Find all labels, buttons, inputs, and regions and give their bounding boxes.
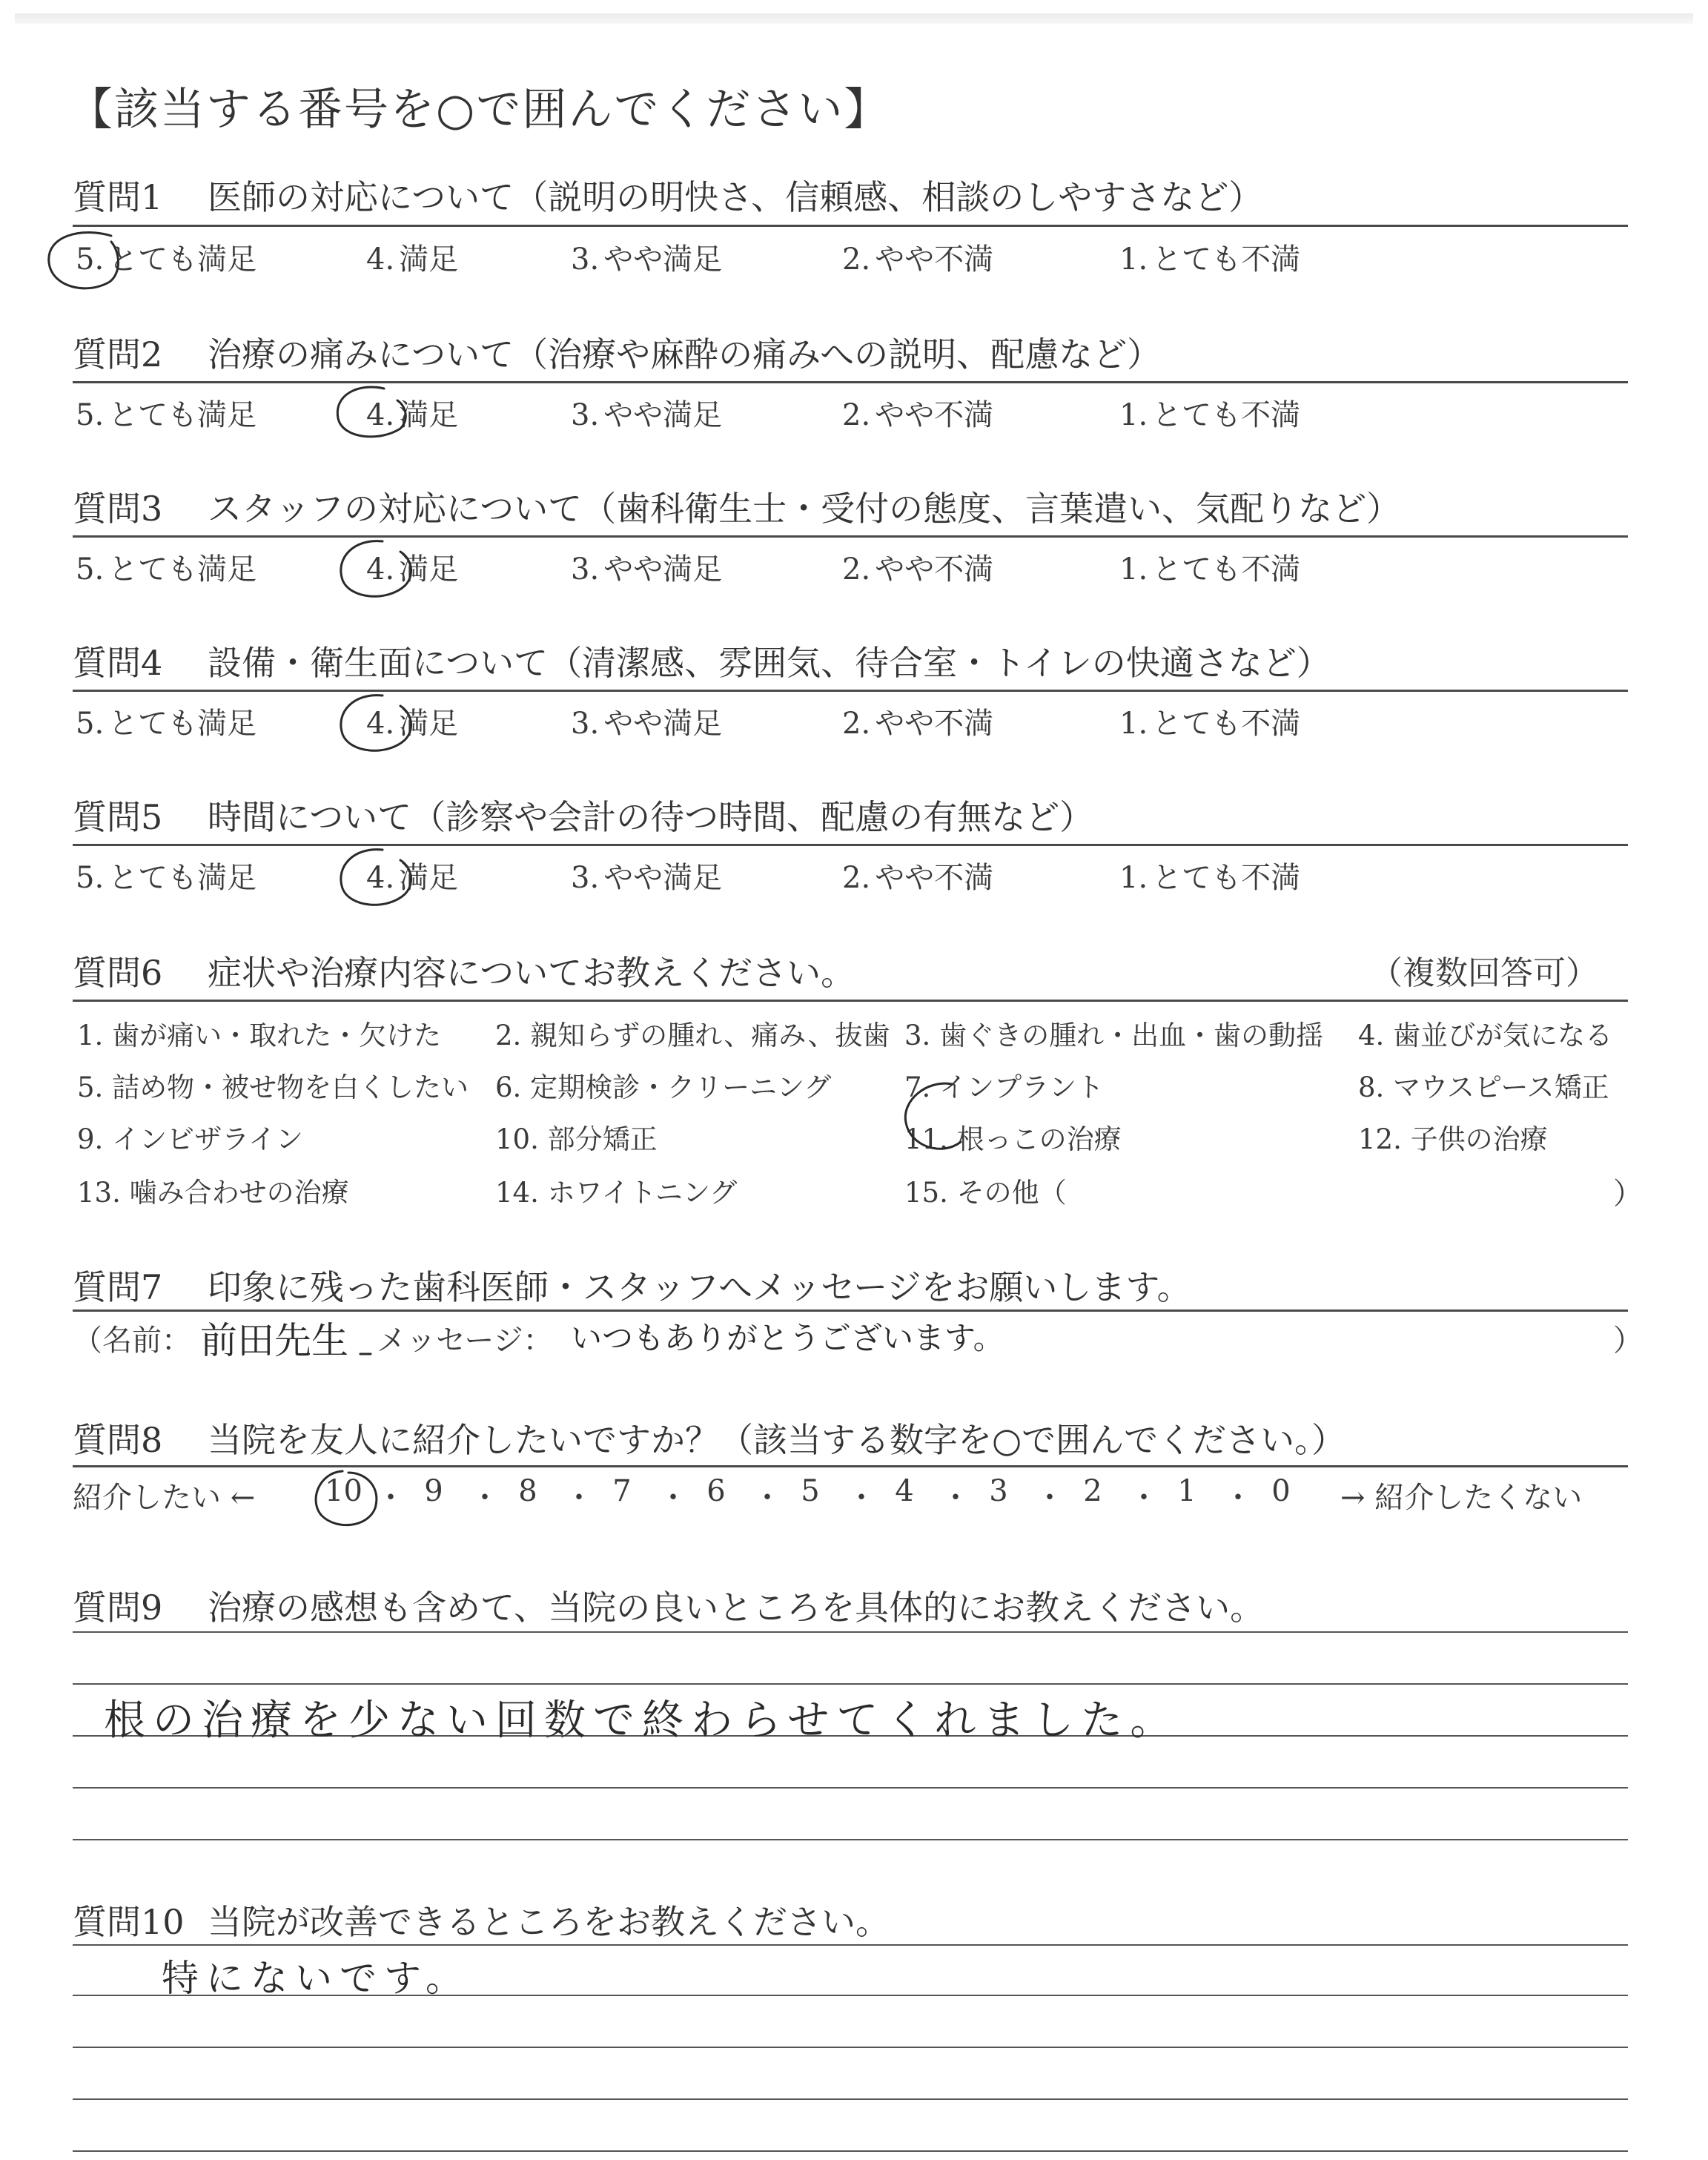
q2-option-2[interactable] xyxy=(842,392,993,434)
option-label: やや満足 xyxy=(603,707,723,741)
option-label: 満足 xyxy=(399,242,459,277)
q3-option-1[interactable] xyxy=(1119,546,1300,588)
q2-option-5[interactable] xyxy=(76,392,256,434)
q10-line-4 xyxy=(73,2098,1628,2100)
q9-answer-handwritten: 根の治療を少ない回数で終わらせてくれました。 xyxy=(104,1697,1179,1745)
q8-separator: ・ xyxy=(1129,1481,1159,1515)
q9-line-5 xyxy=(73,1839,1628,1840)
q8-scale-0[interactable]: 0 xyxy=(1271,1474,1291,1508)
q5-option-3[interactable] xyxy=(571,854,722,896)
option-label: とても不満 xyxy=(1152,861,1301,895)
option-label: やや不満 xyxy=(875,552,994,587)
q5-option-4[interactable] xyxy=(366,854,458,896)
q6-item-6[interactable]: 6. 定期検診・クリーニング xyxy=(495,1071,832,1103)
q7-heading xyxy=(73,1261,1191,1309)
q8-scale-1[interactable]: 1 xyxy=(1177,1474,1196,1508)
option-number: 3. xyxy=(571,398,600,432)
option-number: 4. xyxy=(366,398,395,432)
form-title: 【該当する番号を○で囲んでください】 xyxy=(68,84,890,136)
option-label: とても不満 xyxy=(1152,398,1301,432)
q8-separator: ・ xyxy=(752,1481,782,1515)
q4-option-3[interactable] xyxy=(571,700,722,742)
option-label: 満足 xyxy=(399,398,459,432)
option-number: 1. xyxy=(1119,398,1148,432)
q6-item-4[interactable]: 4. 歯並びが気になる xyxy=(1358,1020,1613,1051)
q10-line-5 xyxy=(73,2150,1628,2152)
q8-separator: ・ xyxy=(376,1481,406,1515)
q4-label: 質問4 xyxy=(73,643,163,683)
option-label: とても満足 xyxy=(108,707,257,741)
q7-text: 印象に残った歯科医師・スタッフへメッセージをお願いします。 xyxy=(208,1267,1191,1307)
option-number: 5. xyxy=(76,861,105,895)
q8-scale-6[interactable]: 6 xyxy=(706,1474,726,1508)
option-label: とても満足 xyxy=(108,398,257,432)
q6-item-1[interactable]: 1. 歯が痛い・取れた・欠けた xyxy=(77,1020,442,1051)
q7-message-handwritten: いつもありがとうございます。 xyxy=(571,1320,1004,1356)
q1-text: 医師の対応について（説明の明快さ、信頼感、相談のしやすさなど） xyxy=(208,177,1263,217)
q6-multiple-answers-note: （複数回答可） xyxy=(1370,954,1598,992)
q9-line-2 xyxy=(73,1683,1628,1685)
q1-option-1[interactable] xyxy=(1119,236,1300,278)
option-number: 1. xyxy=(1119,861,1148,895)
q8-right-label: → 紹介したくない xyxy=(1340,1481,1583,1515)
q8-separator: ・ xyxy=(1223,1481,1253,1515)
option-number: 4. xyxy=(366,552,395,587)
option-label: やや満足 xyxy=(603,398,723,432)
q5-label: 質問5 xyxy=(73,797,163,837)
q6-heading xyxy=(73,946,855,995)
option-label: 満足 xyxy=(399,552,459,587)
q8-scale-9[interactable]: 9 xyxy=(424,1474,443,1508)
q6-item-13[interactable]: 13. 噛み合わせの治療 xyxy=(77,1177,349,1209)
option-label: とても満足 xyxy=(108,552,257,587)
q6-item-8[interactable]: 8. マウスピース矯正 xyxy=(1358,1071,1609,1103)
q6-other-close-paren: ） xyxy=(1613,1177,1643,1211)
q8-scale-4[interactable]: 4 xyxy=(895,1474,914,1508)
q3-label: 質問3 xyxy=(73,489,163,529)
q2-text: 治療の痛みについて（治療や麻酔の痛みへの説明、配慮など） xyxy=(208,334,1162,374)
q5-rule xyxy=(73,844,1628,846)
option-label: やや満足 xyxy=(603,242,723,277)
q8-scale-10[interactable]: 10 xyxy=(325,1474,363,1508)
q8-heading xyxy=(73,1413,1345,1462)
option-label: やや不満 xyxy=(875,242,994,277)
q1-label: 質問1 xyxy=(73,177,163,217)
q8-scale-7[interactable]: 7 xyxy=(612,1474,632,1508)
q1-option-2[interactable] xyxy=(842,236,993,278)
q3-option-5[interactable] xyxy=(76,546,256,588)
q6-item-5[interactable]: 5. 詰め物・被せ物を白くしたい xyxy=(77,1071,469,1103)
q7-close-paren: ） xyxy=(1613,1324,1643,1358)
q8-separator: ・ xyxy=(941,1481,970,1515)
q5-heading xyxy=(73,790,1093,839)
option-label: 満足 xyxy=(399,707,459,741)
q8-label: 質問8 xyxy=(73,1420,163,1460)
q8-rule xyxy=(73,1465,1628,1467)
q6-item-15[interactable]: 15. その他（ xyxy=(904,1177,1067,1209)
q5-option-5[interactable] xyxy=(76,854,256,896)
option-label: とても不満 xyxy=(1152,242,1301,277)
q5-text: 時間について（診察や会計の待つ時間、配慮の有無など） xyxy=(208,797,1094,837)
option-number: 2. xyxy=(842,707,871,741)
option-label: とても満足 xyxy=(108,861,257,895)
q6-rule xyxy=(73,1000,1628,1002)
q5-option-1[interactable] xyxy=(1119,854,1300,896)
q10-line-3 xyxy=(73,2047,1628,2048)
option-number: 5. xyxy=(76,552,105,587)
q9-text: 治療の感想も含めて、当院の良いところを具体的にお教えください。 xyxy=(208,1588,1265,1628)
q8-separator: ・ xyxy=(564,1481,594,1515)
option-number: 5. xyxy=(76,398,105,432)
q10-answer-handwritten: 特にないです。 xyxy=(162,1957,470,2000)
q6-item-12[interactable]: 12. 子供の治療 xyxy=(1358,1123,1548,1155)
option-label: とても満足 xyxy=(108,242,257,277)
q8-separator: ・ xyxy=(470,1481,500,1515)
q7-name-label: （名前： xyxy=(73,1324,191,1358)
q3-option-3[interactable] xyxy=(571,546,722,588)
q4-text: 設備・衛生面について（清潔感、雰囲気、待合室・トイレの快適さなど） xyxy=(208,643,1331,683)
option-number: 2. xyxy=(842,861,871,895)
q10-heading xyxy=(73,1895,890,1944)
q9-heading xyxy=(73,1581,1264,1630)
option-number: 5. xyxy=(76,242,105,277)
q8-separator: ・ xyxy=(658,1481,688,1515)
q4-heading xyxy=(73,636,1331,685)
option-label: とても不満 xyxy=(1152,552,1301,587)
q7-message-label: メッセージ： xyxy=(377,1324,553,1358)
q3-option-2[interactable] xyxy=(842,546,993,588)
q10-line-1 xyxy=(73,1944,1628,1946)
q8-scale-8[interactable]: 8 xyxy=(518,1474,537,1508)
option-label: やや不満 xyxy=(875,707,994,741)
q6-label: 質問6 xyxy=(73,953,163,993)
q9-label: 質問9 xyxy=(73,1588,163,1628)
q10-label: 質問10 xyxy=(73,1902,185,1942)
option-number: 3. xyxy=(571,552,600,587)
option-label: 満足 xyxy=(399,861,459,895)
q8-text: 当院を友人に紹介したいですか？（該当する数字を○で囲んでください。） xyxy=(208,1420,1346,1460)
q6-item-2[interactable]: 2. 親知らずの腫れ、痛み、抜歯 xyxy=(495,1020,890,1051)
q3-text: スタッフの対応について（歯科衛生士・受付の態度、言葉遣い、気配りなど） xyxy=(208,489,1401,529)
q9-line-1 xyxy=(73,1631,1628,1633)
q6-item-3[interactable]: 3. 歯ぐきの腫れ・出血・歯の動揺 xyxy=(904,1020,1324,1051)
q1-option-4[interactable] xyxy=(366,236,458,278)
q9-line-4 xyxy=(73,1787,1628,1789)
option-number: 1. xyxy=(1119,242,1148,277)
q4-option-5[interactable] xyxy=(76,700,256,742)
q1-option-3[interactable] xyxy=(571,236,722,278)
option-label: やや満足 xyxy=(603,861,723,895)
q1-option-5[interactable] xyxy=(76,236,256,278)
option-label: とても不満 xyxy=(1152,707,1301,741)
q7-name-handwritten: 前田先生 xyxy=(200,1319,348,1362)
q5-option-2[interactable] xyxy=(842,854,993,896)
option-number: 1. xyxy=(1119,707,1148,741)
q6-text: 症状や治療内容についてお教えください。 xyxy=(208,953,855,993)
option-number: 2. xyxy=(842,552,871,587)
q1-heading xyxy=(73,171,1262,219)
q6-item-9[interactable]: 9. インビザライン xyxy=(77,1123,303,1155)
q6-item-14[interactable]: 14. ホワイトニング xyxy=(495,1177,738,1209)
q7-label: 質問7 xyxy=(73,1267,163,1307)
q1-rule xyxy=(73,225,1628,227)
option-number: 5. xyxy=(76,707,105,741)
q8-separator: ・ xyxy=(847,1481,876,1515)
option-number: 3. xyxy=(571,242,600,277)
q2-option-3[interactable] xyxy=(571,392,722,434)
q8-separator: ・ xyxy=(1035,1481,1065,1515)
q8-scale-5[interactable]: 5 xyxy=(801,1474,820,1508)
q2-option-4[interactable] xyxy=(366,392,458,434)
option-number: 4. xyxy=(366,707,395,741)
q2-heading xyxy=(73,328,1161,377)
q8-left-label: 紹介したい ← xyxy=(73,1481,256,1515)
option-number: 3. xyxy=(571,707,600,741)
q6-item-11[interactable]: 11. 根っこの治療 xyxy=(904,1123,1122,1155)
option-number: 3. xyxy=(571,861,600,895)
option-number: 1. xyxy=(1119,552,1148,587)
q2-option-1[interactable] xyxy=(1119,392,1300,434)
q6-item-10[interactable]: 10. 部分矯正 xyxy=(495,1123,658,1155)
q8-scale-2[interactable]: 2 xyxy=(1083,1474,1102,1508)
option-number: 4. xyxy=(366,861,395,895)
option-label: やや満足 xyxy=(603,552,723,587)
option-number: 2. xyxy=(842,398,871,432)
q3-heading xyxy=(73,482,1400,531)
q2-rule xyxy=(73,381,1628,383)
q3-option-4[interactable] xyxy=(366,546,458,588)
option-number: 4. xyxy=(366,242,395,277)
option-label: やや不満 xyxy=(875,861,994,895)
q8-scale-3[interactable]: 3 xyxy=(989,1474,1008,1508)
q4-option-2[interactable] xyxy=(842,700,993,742)
q3-rule xyxy=(73,535,1628,538)
q4-rule xyxy=(73,690,1628,692)
q6-item-7[interactable]: 7. インプラント xyxy=(904,1071,1105,1103)
scan-edge xyxy=(15,13,1693,24)
option-label: やや不満 xyxy=(875,398,994,432)
option-number: 2. xyxy=(842,242,871,277)
q2-label: 質問2 xyxy=(73,334,163,374)
q4-option-1[interactable] xyxy=(1119,700,1300,742)
q4-option-4[interactable] xyxy=(366,700,458,742)
q10-text: 当院が改善できるところをお教えください。 xyxy=(208,1902,890,1942)
